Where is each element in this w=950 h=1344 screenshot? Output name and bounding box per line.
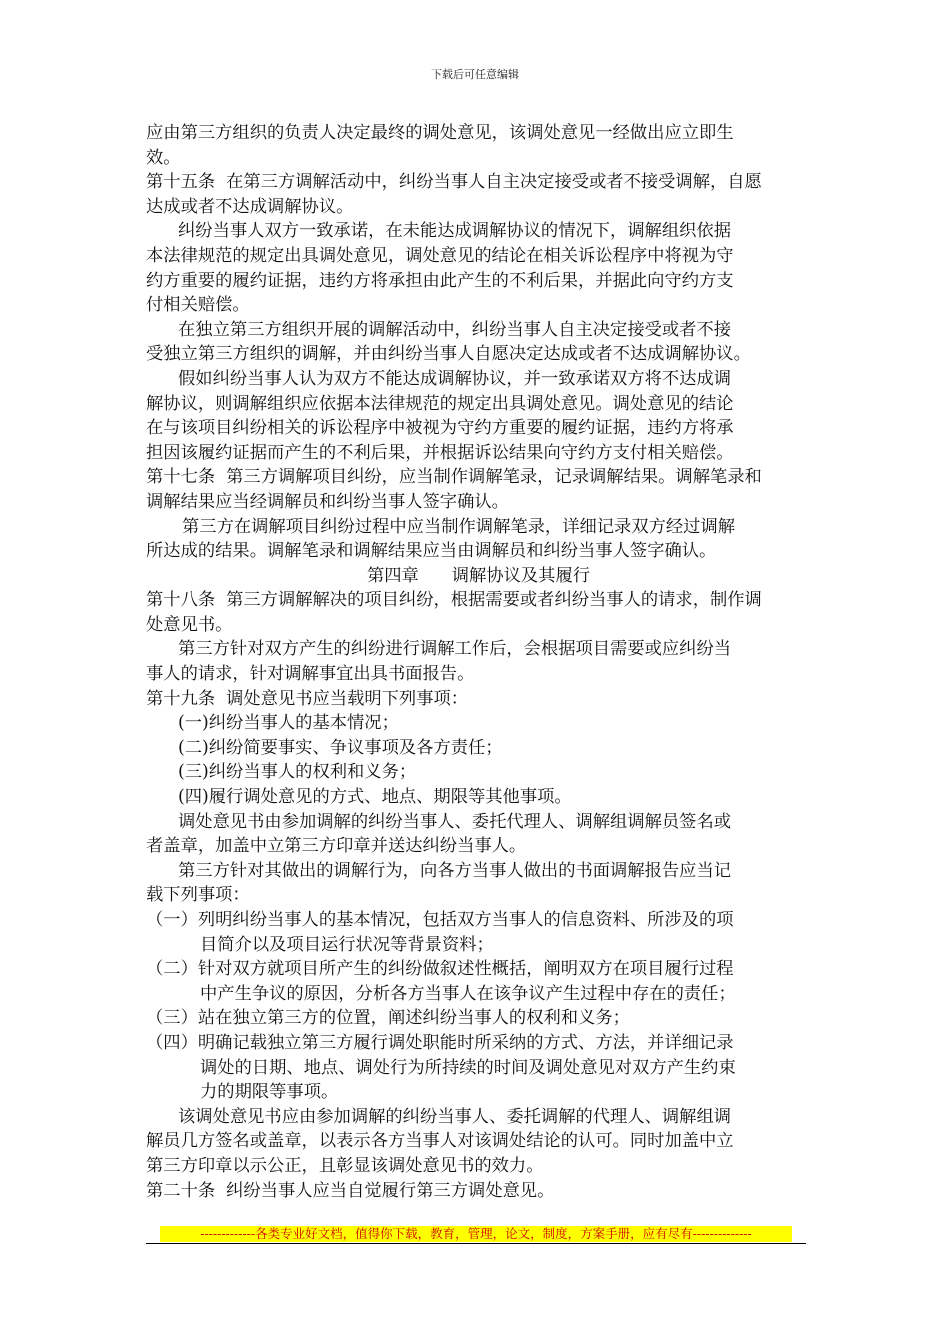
body-line: 该调处意见书应由参加调解的纠纷当事人、委托调解的代理人、调解组调: [178, 1106, 732, 1127]
body-line: 第三方针对其做出的调解行为，向各方当事人做出的书面调解报告应当记: [178, 860, 732, 881]
document-body: [146, 121, 811, 1203]
footer-banner: -------------各类专业好文档，值得你下载，教育，管理，论文，制度，方案手册，应有尽有--------------: [160, 1226, 792, 1242]
body-line: 第三方在调解项目纠纷过程中应当制作调解笔录，详细记录双方经过调解: [182, 516, 736, 537]
body-line: 约方重要的履约证据，违约方将承担由此产生的不利后果，并据此向守约方支: [146, 270, 734, 291]
body-line: 在与该项目纠纷相关的诉讼程序中被视为守约方重要的履约证据，违约方将承: [146, 418, 734, 439]
body-line: 第四章 调解协议及其履行: [366, 565, 591, 586]
body-line: 达成或者不达成调解协议。: [146, 196, 354, 217]
body-line: 调处的日期、地点、调处行为所持续的时间及调处意见对双方产生约束: [200, 1057, 736, 1078]
page-header: 下载后可任意编辑: [431, 68, 519, 81]
body-line: 解协议，则调解组织应依据本法律规范的规定出具调处意见。调处意见的结论: [146, 393, 734, 414]
body-line: (二)纠纷简要事实、争议事项及各方责任；: [178, 737, 503, 758]
body-line: 付相关赔偿。: [146, 295, 250, 316]
body-line: (一)纠纷当事人的基本情况；: [178, 713, 399, 734]
body-line: 效。: [146, 147, 181, 168]
body-line: 在独立第三方组织开展的调解活动中，纠纷当事人自主决定接受或者不接: [178, 319, 732, 340]
body-line: 受独立第三方组织的调解，并由纠纷当事人自愿决定达成或者不达成调解协议。: [146, 344, 751, 365]
body-line: 第三方针对双方产生的纠纷进行调解工作后，会根据项目需要或应纠纷当: [178, 639, 732, 660]
body-line: 应由第三方组织的负责人决定最终的调处意见，该调处意见一经做出应立即生: [146, 123, 734, 143]
body-line: 纠纷当事人双方一致承诺，在未能达成调解协议的情况下，调解组织依据: [178, 221, 732, 242]
body-line: 担因该履约证据而产生的不利后果，并根据诉讼结果向守约方支付相关赔偿。: [146, 442, 734, 463]
body-line: 第二十条 纠纷当事人应当自觉履行第三方调处意见。: [146, 1180, 555, 1201]
body-line: 假如纠纷当事人认为双方不能达成调解协议，并一致承诺双方将不达成调: [178, 368, 732, 389]
body-line: 调解结果应当经调解员和纠纷当事人签字确认。: [146, 491, 509, 512]
body-line: 力的期限等事项。: [200, 1082, 339, 1103]
body-line: 事人的请求，针对调解事宜出具书面报告。: [146, 664, 475, 685]
body-line: 载下列事项：: [146, 885, 250, 906]
footer-divider: [146, 1243, 806, 1244]
body-line: 中产生争议的原因，分析各方当事人在该争议产生过程中存在的责任；: [200, 983, 736, 1004]
body-line: 第十七条 第三方调解项目纠纷，应当制作调解笔录，记录调解结果。调解笔录和: [146, 467, 762, 488]
body-line: 所达成的结果。调解笔录和调解结果应当由调解员和纠纷当事人签字确认。: [146, 541, 717, 562]
body-line: 第十五条 在第三方调解活动中，纠纷当事人自主决定接受或者不接受调解，自愿: [146, 172, 762, 193]
body-line: 者盖章，加盖中立第三方印章并送达纠纷当事人。: [146, 836, 527, 857]
body-line: 调处意见书由参加调解的纠纷当事人、委托代理人、调解组调解员签名或: [178, 811, 732, 832]
body-line: （一）列明纠纷当事人的基本情况，包括双方当事人的信息资料、所涉及的项: [146, 910, 734, 930]
body-line: 解员几方签名或盖章，以表示各方当事人对该调处结论的认可。同时加盖中立: [146, 1131, 734, 1152]
body-line: 第十九条 调处意见书应当载明下列事项：: [146, 688, 469, 709]
body-line: 本法律规范的规定出具调处意见，调处意见的结论在相关诉讼程序中将视为守: [146, 245, 734, 266]
body-line: (三)纠纷当事人的权利和义务；: [178, 762, 417, 783]
body-line: 处意见书。: [146, 614, 233, 635]
body-line: 第三方印章以示公正，且彰显该调处意见书的效力。: [146, 1155, 544, 1176]
body-line: （二）针对双方就项目所产生的纠纷做叙述性概括，阐明双方在项目履行过程: [146, 959, 734, 980]
body-line: 第十八条 第三方调解解决的项目纠纷，根据需要或者纠纷当事人的请求，制作调: [146, 590, 762, 611]
body-line: （四）明确记载独立第三方履行调处职能时所采纳的方式、方法，并详细记录: [146, 1032, 734, 1053]
body-line: 目简介以及项目运行状况等背景资料；: [200, 934, 494, 955]
body-line: （三）站在独立第三方的位置，阐述纠纷当事人的权利和义务；: [146, 1008, 630, 1029]
body-line: (四)履行调处意见的方式、地点、期限等其他事项。: [178, 787, 572, 808]
